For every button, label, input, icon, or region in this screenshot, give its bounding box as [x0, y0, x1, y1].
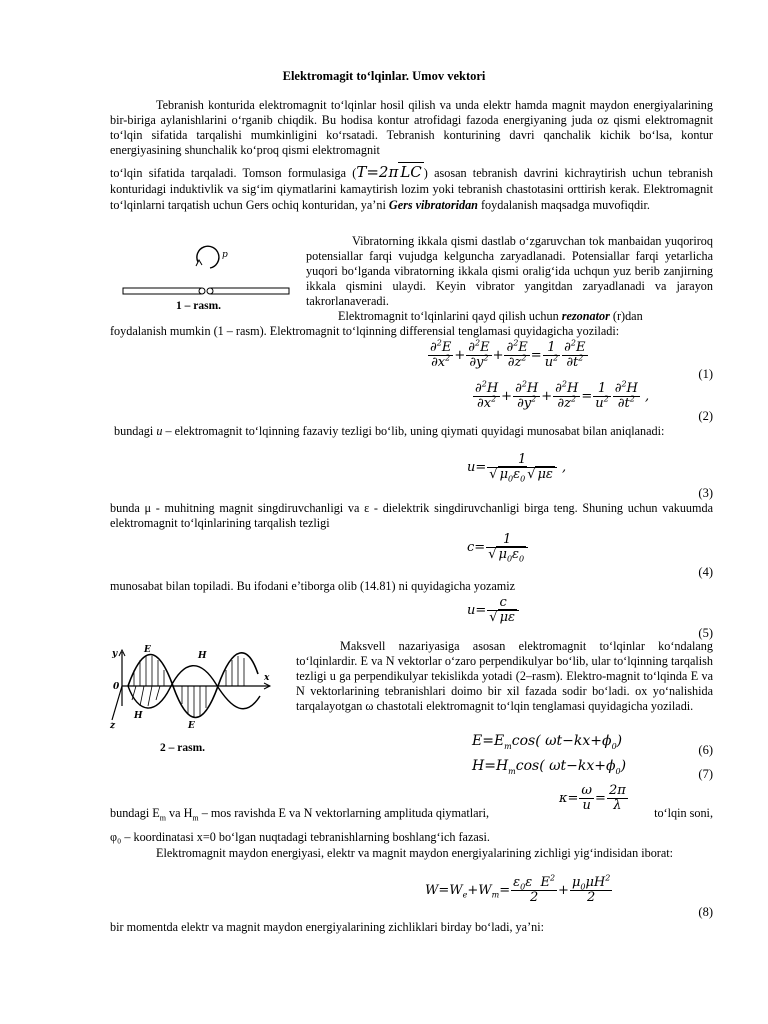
paragraph-rezonator: Elektromagnit to‘lqinlarini qayd qilish uchun rezonator (r)dan [338, 309, 643, 323]
paragraph-vibrator: Vibratorning ikkala qismi dastlab o‘zgaruvchan tok manbaidan yuqoriroq potensiallar farqi vujudga kelguncha zaryadlanadi. Potensiallar farqi yetarlicha yuqori bo‘lganda vibratorning ikkala qismi oralig‘ida uchqun yuz berib zanjirning ikkala qismini ulaydi. Keyin vibrator yangitdan zaryadlanadi va jarayon takrorlanaveradi. [306, 234, 713, 308]
equation-number-7: (7) [698, 767, 713, 781]
figure-2-caption: 2 – rasm. [160, 742, 206, 754]
figure-1-caption: 1 – rasm. [176, 300, 222, 312]
figure-2-em-wave [108, 644, 280, 732]
wave-number-formula: κ= $\frac{\omega}{u}$ = $\frac{2\pi}{\lambda}$ [559, 783, 626, 813]
paragraph-differential: foydalanish mumkin (1 – rasm). Elektromagnit to‘lqinning differensial tenglamasi quyidagicha yoziladi: [110, 324, 620, 338]
paragraph-energy: Elektromagnit maydon energiyasi, elektr va magnit maydon energiyalarining zichligi yig‘indisidan iborat: [156, 846, 674, 860]
thomson-formula: T=2π LC [356, 163, 422, 181]
paragraph-intro: Tebranish konturida elektromagnit to‘lqinlar hosil qilish va unda elektr hamda magnit maydon energiyalarining bir-biriga aylanishlarini o‘rganib chiqdik. Bu hodisa kontur atrofidagi fazoda energiyaning juda oz qismi elektromagnit to‘lqin sifatida tarqalishi mumkinligini ko‘rsatadi. Tebranish konturining davri qanchalik kichik bo‘lsa, kontur energiyasining shunchalik ko‘proq qismi elektromagnit [110, 98, 713, 157]
paragraph-rewrite: munosabat bilan topiladi. Bu ifodani e’tiborga olib (14.81) ni quyidagicha yozamiz [110, 579, 516, 593]
equation-3: u= $\frac{1}{√ \mu_0\varepsilon_0 √ \mu\varepsilon}$ , [467, 452, 567, 484]
equation-5: u= $\frac{c}{√ \mu\varepsilon}$ [467, 596, 520, 625]
svg-text:0: 0 [113, 682, 120, 692]
paragraph-phase-velocity: bundagi u – elektromagnit to‘lqinning fazaviy tezligi bo‘lib, uning qiymati quyidagi munosabat bilan aniqlanadi: [114, 424, 665, 438]
equation-number-5: (5) [698, 626, 713, 640]
svg-text:H: H [198, 651, 207, 661]
equation-number-6: (6) [698, 743, 713, 757]
equation-number-8: (8) [698, 905, 713, 919]
svg-text:E: E [188, 721, 195, 731]
equation-6: $E=E_m\cos$( $\omega t-kx+\phi_0$) [472, 733, 623, 751]
equation-2: $\frac{\partial^2H}{\partial x^2}$ + $\frac{\partial^2H}{\partial y^2}$ + $\frac{\partial^2H}{\partial z^2}$ = $\frac{1}{u^2}$ $\frac{\partial^2H}{\partial t^2}$ , [475, 379, 650, 411]
page-title: Elektromagit to‘lqinlar. Umov vektori [282, 69, 486, 83]
equation-number-1: (1) [698, 367, 713, 381]
equation-7: $H=H_m\cos$( $\omega t-kx+\phi_0$) [472, 758, 627, 776]
svg-text:p: p [222, 250, 228, 260]
paragraph-equal-densities: bir momentda elektr va magnit maydon energiyalarining zichliklari birday bo‘ladi, ya’ni: [110, 920, 544, 934]
wave-number-label: to‘lqin soni, [654, 806, 713, 820]
equation-4: c= $\frac{1}{√ \mu_0\varepsilon_0}$ [467, 533, 529, 562]
gers-vibrator-term: Gers vibratoridan [388, 198, 478, 212]
svg-text:x: x [264, 673, 270, 683]
svg-text:y: y [112, 649, 118, 659]
svg-text:z: z [110, 721, 116, 731]
svg-text:E: E [144, 645, 151, 655]
svg-text:H: H [134, 711, 143, 721]
equation-1: $\frac{\partial^2E}{\partial x^2}$ + $\frac{\partial^2E}{\partial y^2}$ + $\frac{\partial^2E}{\partial z^2}$ = $\frac{1}{u^2}$ $\frac{\partial^2E}{\partial t^2}$ [430, 338, 586, 370]
paragraph-amplitudes: bundagi $E_m$ va $H_m$ – mos ravishda E va N vektorlarning amplituda qiymatlari, [110, 806, 490, 823]
paragraph-thomson: to‘lqin sifatida tarqaladi. Tomson formulasiga (T=2π LC ) asosan tebranish davrini kichraytirish uchun tebranish konturidagi induktivlik va sig‘im qiymatlarini kamaytirish lozim yoki tebranish chastotasini orttirish kerak. Elektromagnit to‘lqinlarni tarqatish uchun Gers ochiq konturidan, ya’ni Gers vibratoridan foydalanish maqsadga muvofiqdir. [110, 163, 713, 212]
equation-number-4: (4) [698, 565, 713, 579]
paragraph-maxwell: Maksvell nazariyasiga asosan elektromagnit to‘lqinlar ko‘ndalang to‘lqinlardir. E va N vektorlar o‘zaro perpendikulyar bo‘lib, ular to‘lqinning tarqalish tezligi u ga perpendikulyar tekislikda yotadi (2–rasm). Elektro-magnit to‘lqinda E va N vektorlarining tebranishlari doimo bir xil fazada sodir bo‘ladi. ox yo‘nalishida tarqalayotgan ω chastotali elektromagnit to‘lqin tenglamasi quyidagicha yoziladi. [296, 639, 713, 713]
equation-number-3: (3) [698, 486, 713, 500]
paragraph-initial-phase: φ₀ – koordinatasi x=0 bo‘lgan nuqtadagi tebranishlarning boshlang‘ich fazasi. [110, 830, 490, 844]
equation-8: $W=W_e+W_m=$ $\frac{\varepsilon_0\varepsilon E^2}{2}$ + $\frac{\mu_0\mu H^2}{2}$ [425, 873, 611, 905]
equation-number-2: (2) [698, 409, 713, 423]
paragraph-vacuum: bunda μ - muhitning magnit singdiruvchanligi va ε - dielektrik singdiruvchanligi birga teng. Shuning uchun vakuumda elektromagnit to‘lqinlarining tarqalish tezligi [110, 501, 713, 530]
